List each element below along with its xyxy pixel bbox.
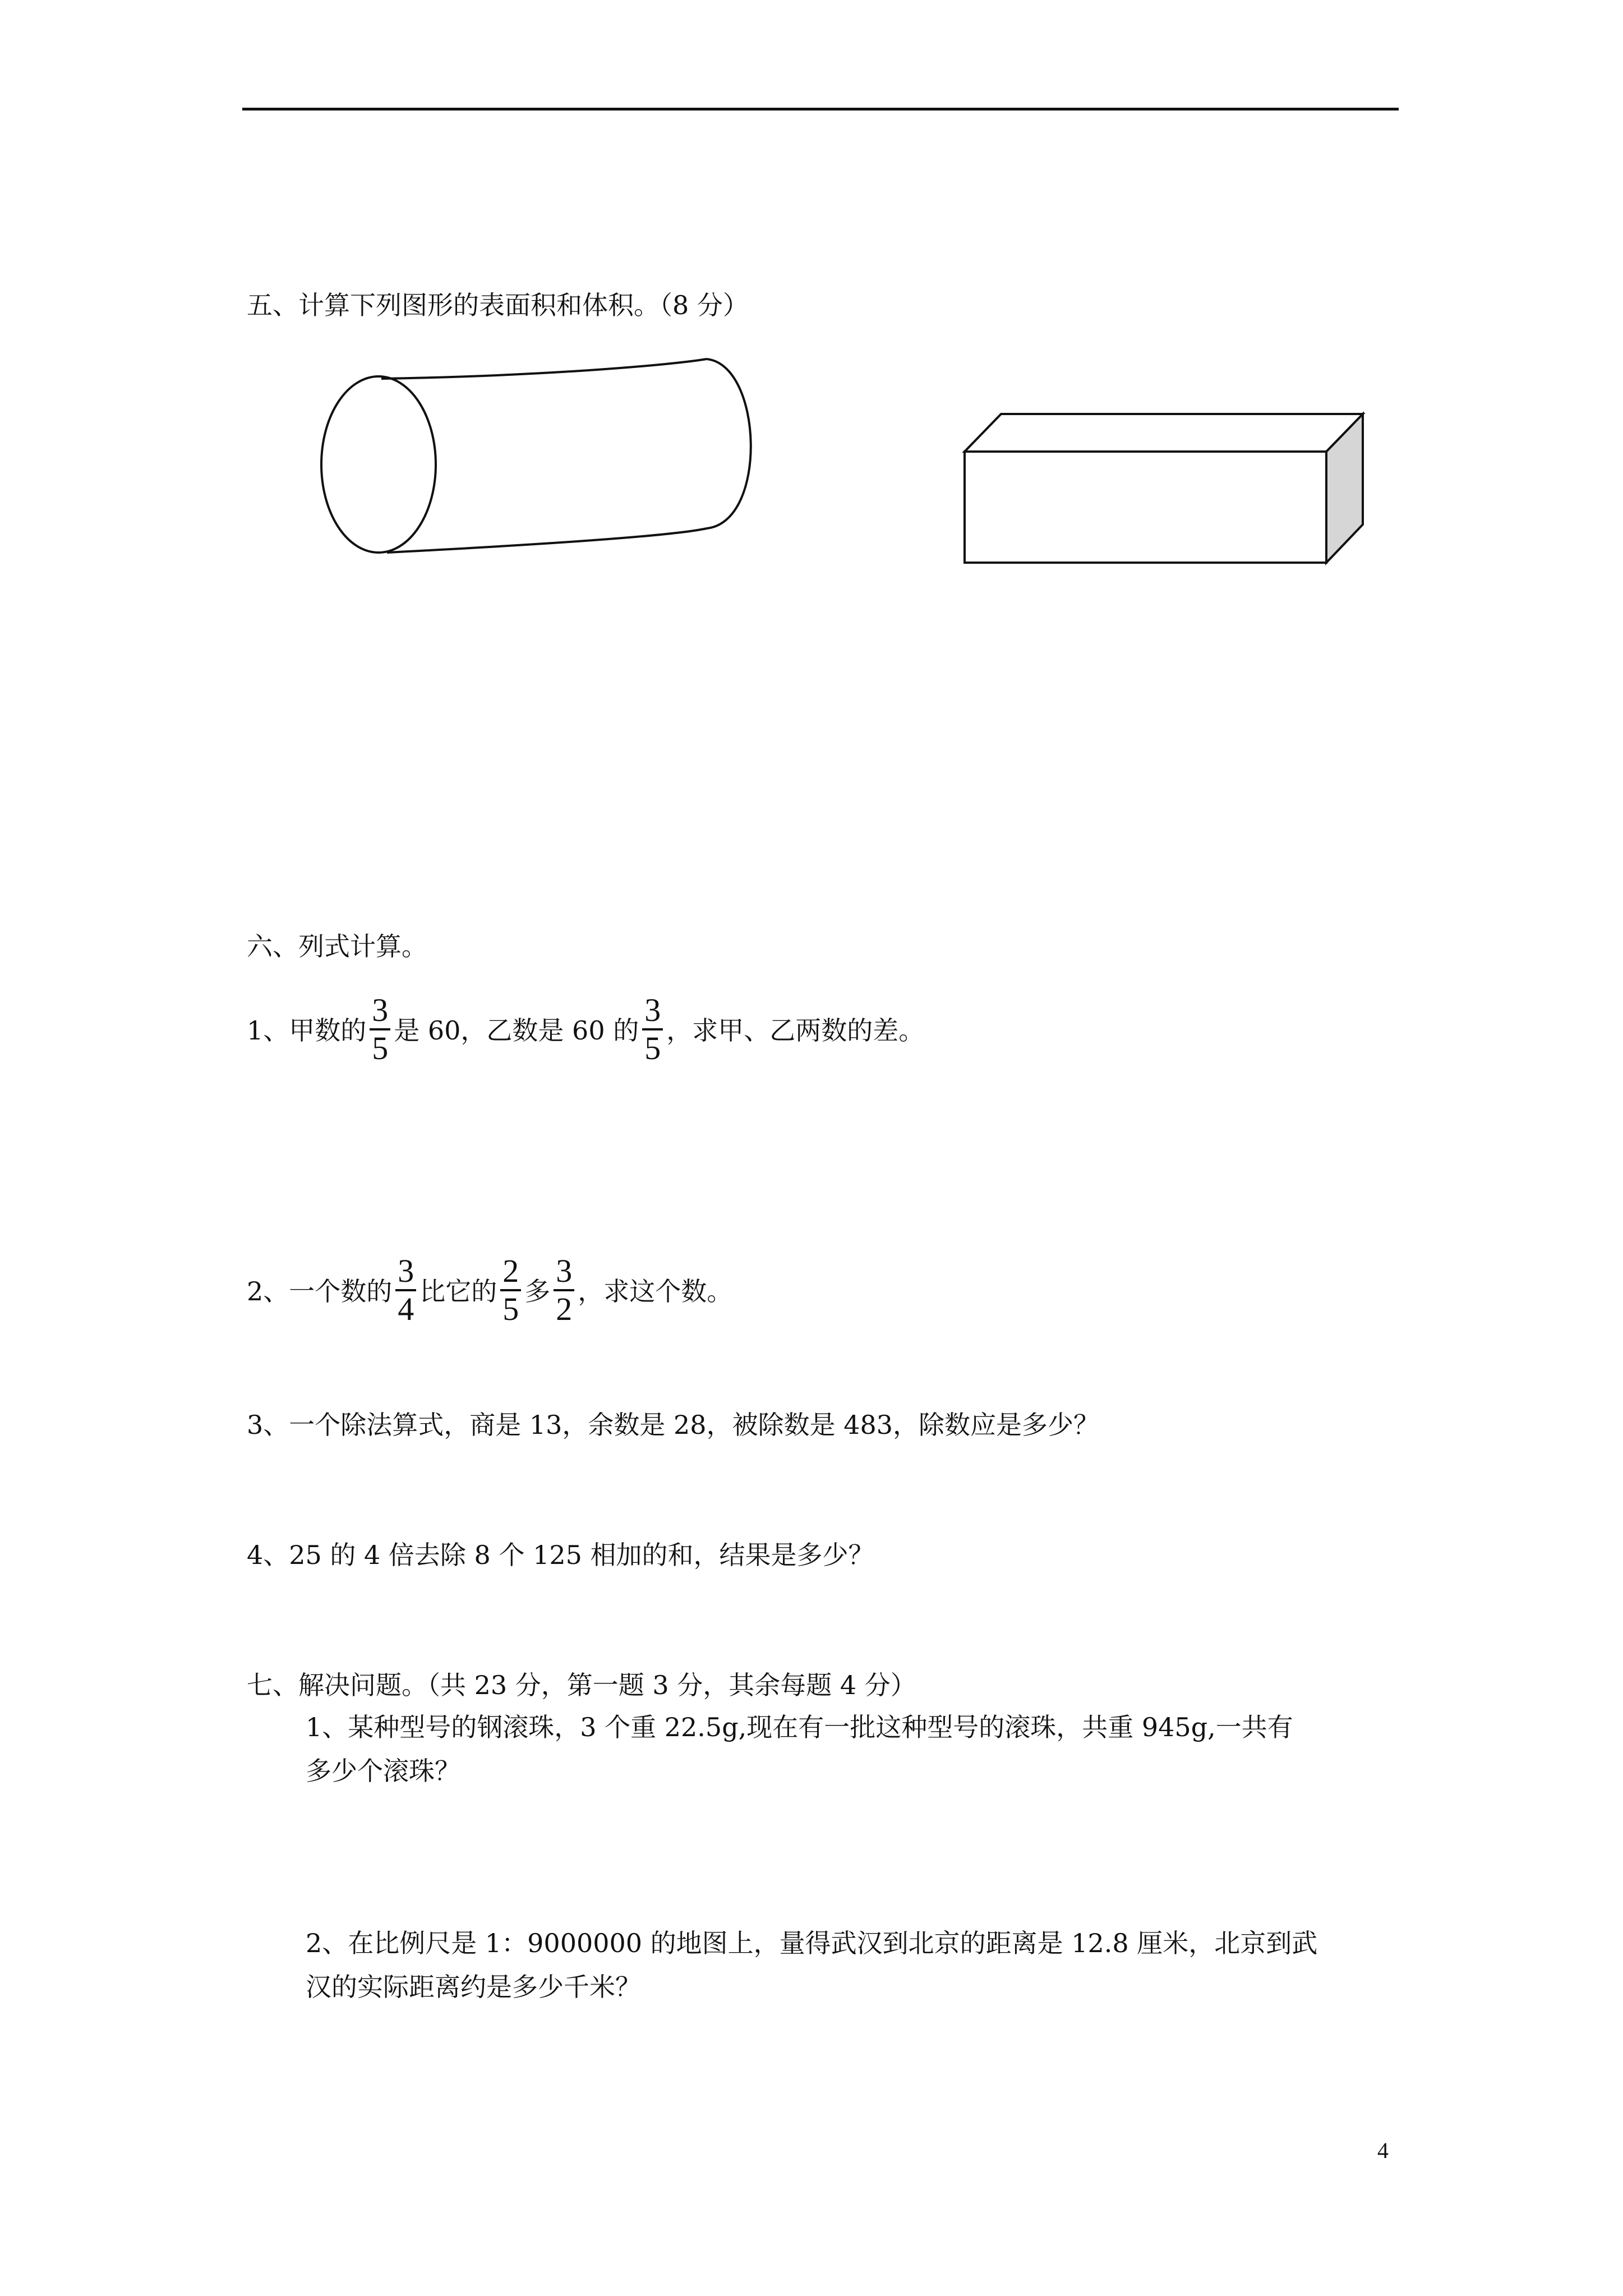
q2-mid1: 比它的	[419, 1276, 497, 1306]
fraction-denominator: 5	[644, 1030, 661, 1066]
fraction	[554, 1253, 574, 1327]
fraction-numerator: 3	[642, 992, 663, 1030]
fraction-denominator: 2	[556, 1291, 573, 1327]
q1-suffix: ，求甲、乙两数的差。	[666, 1015, 925, 1046]
cylinder-figure	[314, 353, 774, 567]
section7-question-1-line-2: 多少个滚珠？	[306, 1756, 460, 1786]
section7-question-2-line-1: 2、在比例尺是 1：9000000 的地图上，量得武汉到北京的距离是 12.8 厘米，北京到武	[306, 1928, 1318, 1958]
fraction	[395, 1253, 416, 1327]
q2-suffix: ，求这个数。	[578, 1276, 733, 1306]
fraction	[370, 992, 390, 1066]
section7-question-2-line-2: 汉的实际距离约是多少千米？	[306, 1972, 641, 2002]
section6-question-4: 4、25 的 4 倍去除 8 个 125 相加的和，结果是多少？	[247, 1540, 874, 1570]
header-rule	[242, 108, 1399, 111]
section6-question-1	[247, 992, 925, 1070]
section7-heading: 七、解决问题。（共 23 分，第一题 3 分，其余每题 4 分）	[247, 1670, 916, 1700]
fraction	[642, 992, 663, 1066]
section6-question-2	[247, 1253, 733, 1331]
page-number: 4	[1377, 2138, 1389, 2163]
fraction-denominator: 5	[502, 1291, 519, 1327]
fraction-denominator: 5	[372, 1030, 389, 1066]
q1-mid: 是 60，乙数是 60 的	[394, 1015, 639, 1046]
fraction-numerator: 3	[554, 1253, 574, 1291]
q2-mid2: 多	[524, 1276, 551, 1306]
section5-heading: 五、计算下列图形的表面积和体积。（8 分）	[247, 290, 749, 320]
fraction-denominator: 4	[398, 1291, 414, 1327]
section7-question-1-line-1: 1、某种型号的钢滚珠，3 个重 22.5g,现在有一批这种型号的滚珠，共重 945g,一共有	[306, 1712, 1293, 1742]
cuboid-figure	[953, 404, 1380, 572]
section6-question-3: 3、一个除法算式，商是 13，余数是 28，被除数是 483，除数应是多少？	[247, 1410, 1099, 1440]
fraction-numerator: 2	[500, 1253, 521, 1291]
section6-heading: 六、列式计算。	[247, 931, 427, 961]
fraction-numerator: 3	[395, 1253, 416, 1291]
fraction	[500, 1253, 521, 1327]
q2-prefix: 2、一个数的	[247, 1276, 393, 1306]
fraction-numerator: 3	[370, 992, 390, 1030]
q1-prefix: 1、甲数的	[247, 1015, 367, 1046]
